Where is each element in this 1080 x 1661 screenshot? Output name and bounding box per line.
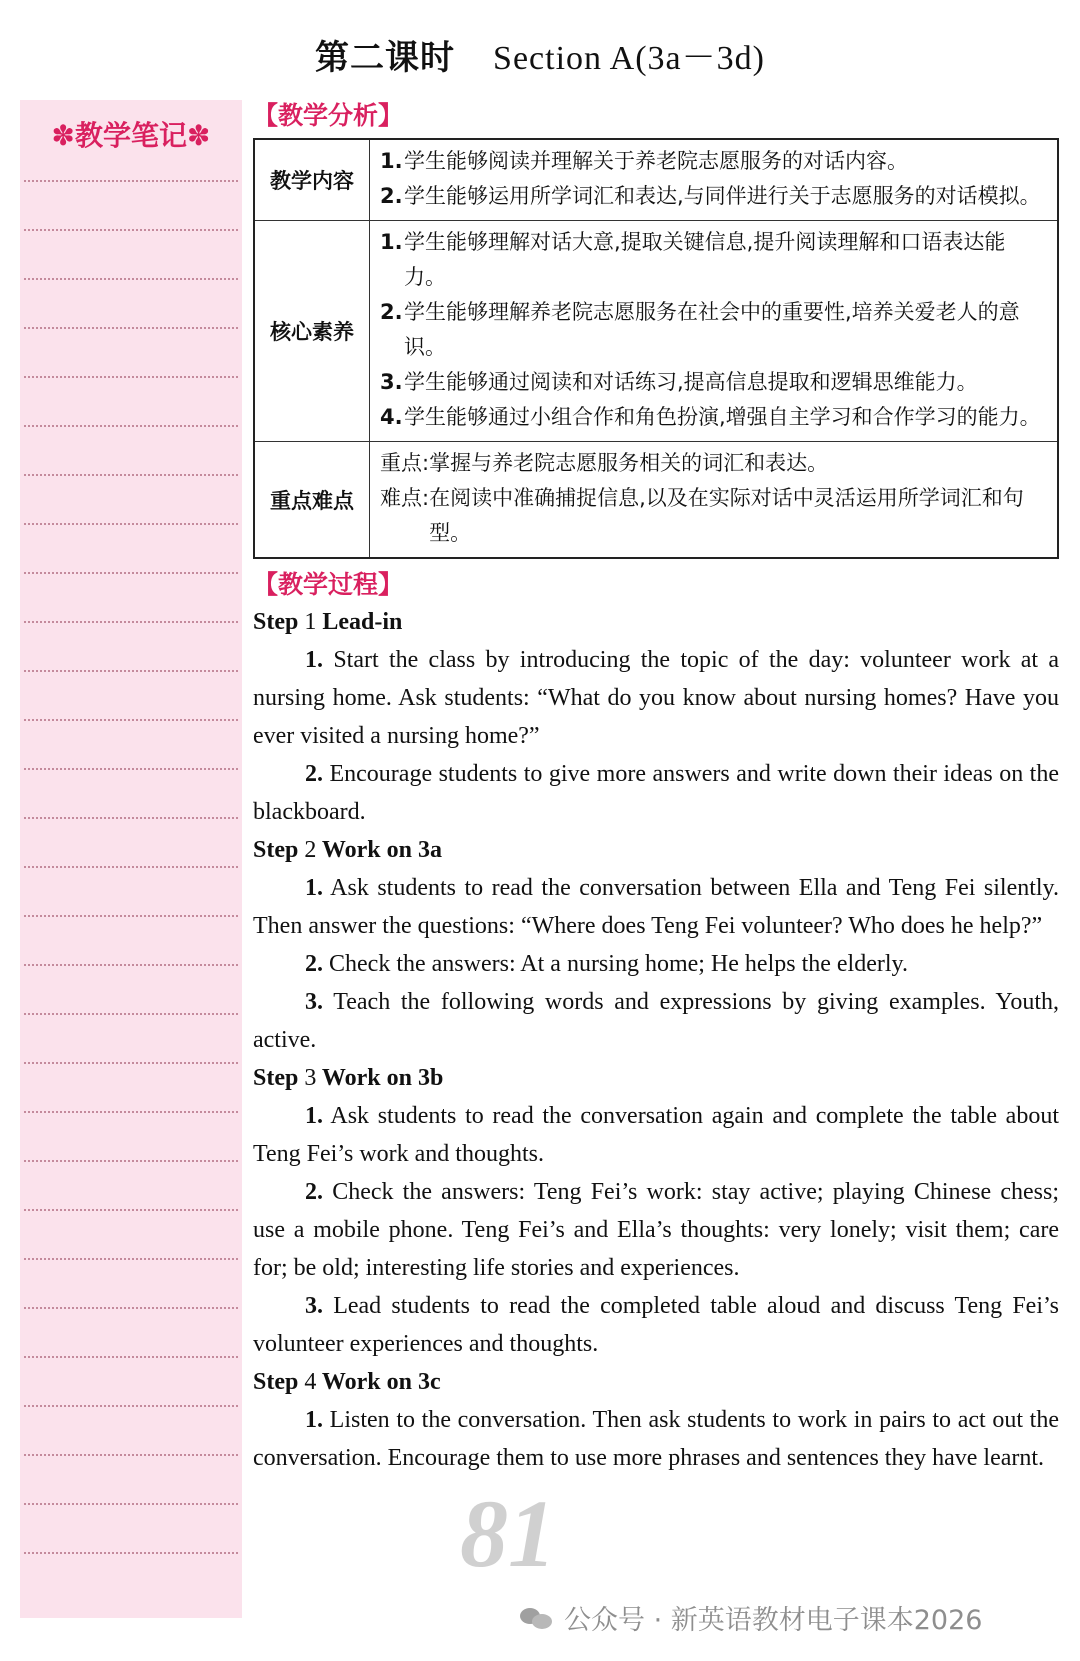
- item-number: 1.: [380, 230, 403, 254]
- note-line: [24, 866, 238, 868]
- paragraph-text: Ask students to read the conversation between Ella and Teng Fei silently. Then answer the questions: “Where does Teng Fei volunteer? Who does he help?”: [253, 875, 1059, 939]
- list-item: [380, 400, 1047, 435]
- list-item: [380, 365, 1047, 400]
- paragraph-number: 3.: [305, 989, 323, 1015]
- note-line: [24, 1454, 238, 1456]
- item-text: 学生能够运用所学词汇和表达,与同伴进行关于志愿服务的对话模拟。: [404, 184, 1041, 208]
- paragraph-number: 1.: [305, 1103, 323, 1129]
- watermark-text: 公众号 · 新英语教材电子课本2026: [564, 1605, 983, 1636]
- item-number: 4.: [380, 405, 403, 429]
- step-name: Work on 3a: [321, 837, 442, 863]
- note-line: [24, 670, 238, 672]
- note-line: [24, 327, 238, 329]
- row-content: [370, 442, 1059, 559]
- step-number: 3: [304, 1065, 317, 1091]
- list-item: [380, 446, 1047, 481]
- step-word: Step: [253, 1065, 299, 1091]
- note-line: [24, 1503, 238, 1505]
- page-title: [0, 30, 1080, 79]
- watermark: [520, 1598, 982, 1637]
- note-line: [24, 1160, 238, 1162]
- paragraph-number: 3.: [305, 1293, 323, 1319]
- step-paragraph: [253, 1287, 1059, 1363]
- paragraph-text: Ask students to read the conversation again and complete the table about Teng Fei’s work and thoughts.: [253, 1103, 1059, 1167]
- note-line: [24, 1062, 238, 1064]
- paragraph-number: 1.: [305, 1407, 323, 1433]
- paragraph-number: 2.: [305, 951, 323, 977]
- row-label: 核心素养: [254, 221, 370, 442]
- step-paragraph: [253, 1097, 1059, 1173]
- paragraph-number: 1.: [305, 875, 323, 901]
- row-content: [370, 139, 1059, 221]
- step-word: Step: [253, 837, 299, 863]
- item-text: 掌握与养老院志愿服务相关的词汇和表达。: [429, 451, 829, 475]
- note-line: [24, 180, 238, 182]
- step-paragraph: [253, 945, 1059, 983]
- item-text: 在阅读中准确捕捉信息,以及在实际对话中灵活运用所学词汇和句型。: [429, 486, 1024, 545]
- row-label: 教学内容: [254, 139, 370, 221]
- step-block: [253, 1363, 1059, 1477]
- paragraph-text: Check the answers: Teng Fei’s work: stay active; playing Chinese chess; use a mobile phone. Teng Fei’s and Ella’s thoughts: very lonely; visit them; care for; be old; interesting life stories and experiences.: [253, 1179, 1060, 1281]
- item-key: 重点:: [380, 451, 430, 475]
- paragraph-number: 1.: [305, 647, 323, 673]
- note-line: [24, 376, 238, 378]
- list-item: [380, 295, 1047, 365]
- table-row: [254, 139, 1058, 221]
- note-line: [24, 425, 238, 427]
- step-block: [253, 603, 1059, 831]
- step-word: Step: [253, 609, 299, 635]
- list-item: [380, 481, 1047, 551]
- item-text: 学生能够通过阅读和对话练习,提高信息提取和逻辑思维能力。: [404, 370, 978, 394]
- row-content: [370, 221, 1059, 442]
- item-text: 学生能够阅读并理解关于养老院志愿服务的对话内容。: [404, 149, 908, 173]
- step-paragraph: [253, 641, 1059, 755]
- step-title: [253, 1059, 1059, 1097]
- list-item: [380, 144, 1047, 179]
- paragraph-number: 2.: [305, 1179, 323, 1205]
- note-line: [24, 1356, 238, 1358]
- step-name: Lead-in: [322, 609, 403, 635]
- note-line: [24, 719, 238, 721]
- item-key: 难点:: [380, 486, 430, 510]
- note-line: [24, 817, 238, 819]
- note-line: [24, 474, 238, 476]
- row-label: 重点难点: [254, 442, 370, 559]
- lesson-title: 第二课时: [315, 38, 456, 78]
- main-content: [253, 98, 1059, 1477]
- note-line: [24, 229, 238, 231]
- notes-sidebar: [20, 100, 242, 1618]
- item-number: 3.: [380, 370, 403, 394]
- paragraph-text: Teach the following words and expressions by giving examples. Youth, active.: [253, 989, 1059, 1053]
- note-line: [24, 964, 238, 966]
- step-title: [253, 831, 1059, 869]
- step-number: 4: [304, 1369, 317, 1395]
- note-line: [24, 1405, 238, 1407]
- step-name: Work on 3b: [321, 1065, 444, 1091]
- note-line: [24, 523, 238, 525]
- note-line: [24, 915, 238, 917]
- process-heading: 【教学过程】: [253, 570, 404, 599]
- list-item: [380, 225, 1047, 295]
- step-title: [253, 1363, 1059, 1401]
- note-line: [24, 1209, 238, 1211]
- step-number: 1: [304, 609, 317, 635]
- note-line: [24, 1258, 238, 1260]
- step-block: [253, 831, 1059, 1059]
- paragraph-text: Lead students to read the completed table aloud and discuss Teng Fei’s volunteer experiences and thoughts.: [253, 1293, 1060, 1357]
- note-line: [24, 1111, 238, 1113]
- paragraph-text: Start the class by introducing the topic of the day: volunteer work at a nursing home. Ask students: “What do you know about nursing homes? Have you ever visited a nursing home?”: [253, 647, 1060, 749]
- notes-sidebar-title: ✽教学笔记✽: [51, 119, 211, 152]
- item-text: 学生能够理解对话大意,提取关键信息,提升阅读理解和口语表达能力。: [404, 230, 1006, 289]
- list-item: [380, 179, 1047, 214]
- step-paragraph: [253, 755, 1059, 831]
- section-title: Section A(3a－3d): [493, 40, 765, 77]
- table-row: [254, 442, 1058, 559]
- note-line: [24, 621, 238, 623]
- paragraph-number: 2.: [305, 761, 323, 787]
- note-line: [24, 572, 238, 574]
- step-paragraph: [253, 869, 1059, 945]
- step-name: Work on 3c: [321, 1369, 441, 1395]
- note-line: [24, 1552, 238, 1554]
- paragraph-text: Check the answers: At a nursing home; He helps the elderly.: [329, 951, 908, 977]
- analysis-heading: 【教学分析】: [253, 101, 404, 130]
- step-word: Step: [253, 1369, 299, 1395]
- item-text: 学生能够理解养老院志愿服务在社会中的重要性,培养关爱老人的意识。: [404, 300, 1020, 359]
- step-paragraph: [253, 1401, 1059, 1477]
- note-line: [24, 1013, 238, 1015]
- step-paragraph: [253, 983, 1059, 1059]
- paragraph-text: Encourage students to give more answers and write down their ideas on the blackboard.: [253, 761, 1060, 825]
- wechat-icon: [520, 1606, 554, 1630]
- note-line: [24, 768, 238, 770]
- step-number: 2: [304, 837, 317, 863]
- item-number: 2.: [380, 300, 403, 324]
- table-row: [254, 221, 1058, 442]
- note-line: [24, 278, 238, 280]
- step-paragraph: [253, 1173, 1059, 1287]
- paragraph-text: Listen to the conversation. Then ask students to work in pairs to act out the conversation. Encourage them to use more phrases and sentences they have learnt.: [253, 1407, 1059, 1471]
- item-number: 1.: [380, 149, 403, 173]
- item-number: 2.: [380, 184, 403, 208]
- analysis-table: [253, 138, 1059, 559]
- step-block: [253, 1059, 1059, 1363]
- step-title: [253, 603, 1059, 641]
- page-number: 81: [460, 1480, 556, 1587]
- note-line: [24, 1307, 238, 1309]
- item-text: 学生能够通过小组合作和角色扮演,增强自主学习和合作学习的能力。: [404, 405, 1041, 429]
